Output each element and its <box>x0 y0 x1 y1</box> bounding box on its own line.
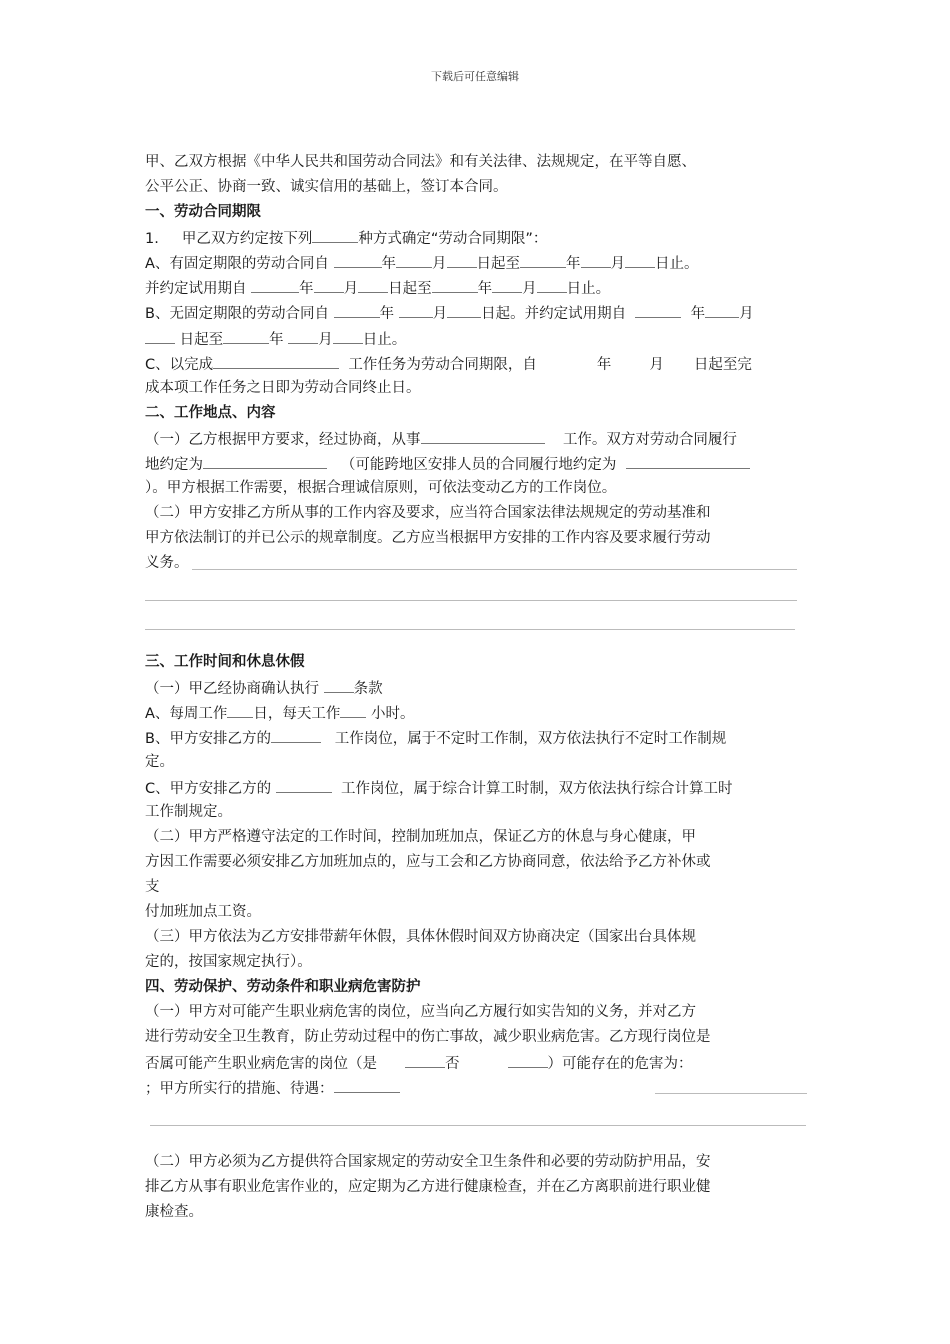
clause-3-2: （二）甲方严格遵守法定的工作时间，控制加班加点，保证乙方的休息与身心健康，甲 <box>145 829 696 845</box>
clause-3-1: （一）甲乙经协商确认执行 条款 <box>145 677 383 699</box>
clause-2-1-place: 地约定为 （可能跨地区安排人员的合同履行地约定为 <box>145 453 750 475</box>
section-3-heading: 三、工作时间和休息休假 <box>145 654 305 670</box>
fill-line <box>192 569 797 570</box>
clause-3-a: A、每周工作 日，每天工作 小时。 <box>145 702 415 724</box>
section-1-heading: 一、劳动合同期限 <box>145 204 261 220</box>
clause-3-b-cont: 定。 <box>145 754 174 770</box>
clause-3-3-cont: 定的，按国家规定执行）。 <box>145 954 312 970</box>
clause-4-1-risk: 否属可能产生职业病危害的岗位（是 否 ）可能存在的危害为： <box>145 1052 693 1074</box>
fill-line <box>145 629 795 630</box>
clause-4-2-cont: 排乙方从事有职业危害作业的，应定期为乙方进行健康检查，并在乙方离职前进行职业健 <box>145 1179 711 1195</box>
page-header: 下载后可任意编辑 <box>431 70 519 83</box>
clause-4-1-cont: 进行劳动安全卫生教育，防止劳动过程中的伤亡事故，减少职业病危害。乙方现行岗位是 <box>145 1029 711 1045</box>
fill-line <box>145 600 797 601</box>
clause-3-2-cont-2: 支 <box>145 879 160 895</box>
section-4-heading: 四、劳动保护、劳动条件和职业病危害防护 <box>145 979 421 995</box>
clause-3-3: （三）甲方依法为乙方安排带薪年休假，具体休假时间双方协商决定（国家出台具体规 <box>145 929 696 945</box>
clause-2-2-end: 义务。 <box>145 555 189 571</box>
clause-3-b: B、甲方安排乙方的 工作岗位，属于不定时工作制，双方依法执行不定时工作制规 <box>145 727 726 749</box>
clause-1-c: C、以完成 工作任务为劳动合同期限，自 年 月 日起至完 <box>145 353 752 375</box>
clause-4-1: （一）甲方对可能产生职业病危害的岗位，应当向乙方履行如实告知的义务，并对乙方 <box>145 1004 696 1020</box>
fill-line <box>150 1125 806 1126</box>
clause-4-2: （二）甲方必须为乙方提供符合国家规定的劳动安全卫生条件和必要的劳动防护用品，安 <box>145 1154 711 1170</box>
fill-line <box>655 1093 807 1094</box>
clause-4-2-end: 康检查。 <box>145 1204 203 1220</box>
clause-2-2-cont: 甲方依法制订的并已公示的规章制度。乙方应当根据甲方安排的工作内容及要求履行劳动 <box>145 530 711 546</box>
clause-1-b-cont: 日起至 年 月 日止。 <box>145 328 406 350</box>
clause-3-2-cont: 方因工作需要必须安排乙方加班加点的，应与工会和乙方协商同意，依法给予乙方补休或 <box>145 854 711 870</box>
clause-2-1: （一）乙方根据甲方要求，经过协商，从事 工作。双方对劳动合同履行 <box>145 428 737 450</box>
clause-3-2-end: 付加班加点工资。 <box>145 904 261 920</box>
clause-1-a: A、有固定期限的劳动合同自 年 月 日起至 年 月 日止。 <box>145 252 699 274</box>
intro-line-2: 公平公正、协商一致、诚实信用的基础上，签订本合同。 <box>145 179 508 195</box>
clause-1-b: B、无固定期限的劳动合同自 年 月 日起。并约定试用期自 年 月 <box>145 302 754 324</box>
intro-line-1: 甲、乙双方根据《中华人民共和国劳动合同法》和有关法律、法规规定，在平等自愿、 <box>145 154 696 170</box>
clause-1-1: 1. 甲乙双方约定按下列 种方式确定“劳动合同期限”： <box>145 227 547 249</box>
clause-2-1-cont: ）。甲方根据工作需要，根据合理诚信原则，可依法变动乙方的工作岗位。 <box>145 480 617 496</box>
section-2-heading: 二、工作地点、内容 <box>145 405 276 421</box>
clause-1-a-probation: 并约定试用期自 年 月 日起至 年 月 日止。 <box>145 277 610 299</box>
clause-3-c: C、甲方安排乙方的 工作岗位，属于综合计算工时制，双方依法执行综合计算工时 <box>145 777 732 799</box>
clause-3-c-cont: 工作制规定。 <box>145 804 232 820</box>
clause-4-1-measures: ；甲方所实行的措施、待遇： <box>145 1077 400 1099</box>
clause-1-c-cont: 成本项工作任务之日即为劳动合同终止日。 <box>145 380 421 396</box>
clause-2-2: （二）甲方安排乙方所从事的工作内容及要求，应当符合国家法律法规规定的劳动基准和 <box>145 505 711 521</box>
